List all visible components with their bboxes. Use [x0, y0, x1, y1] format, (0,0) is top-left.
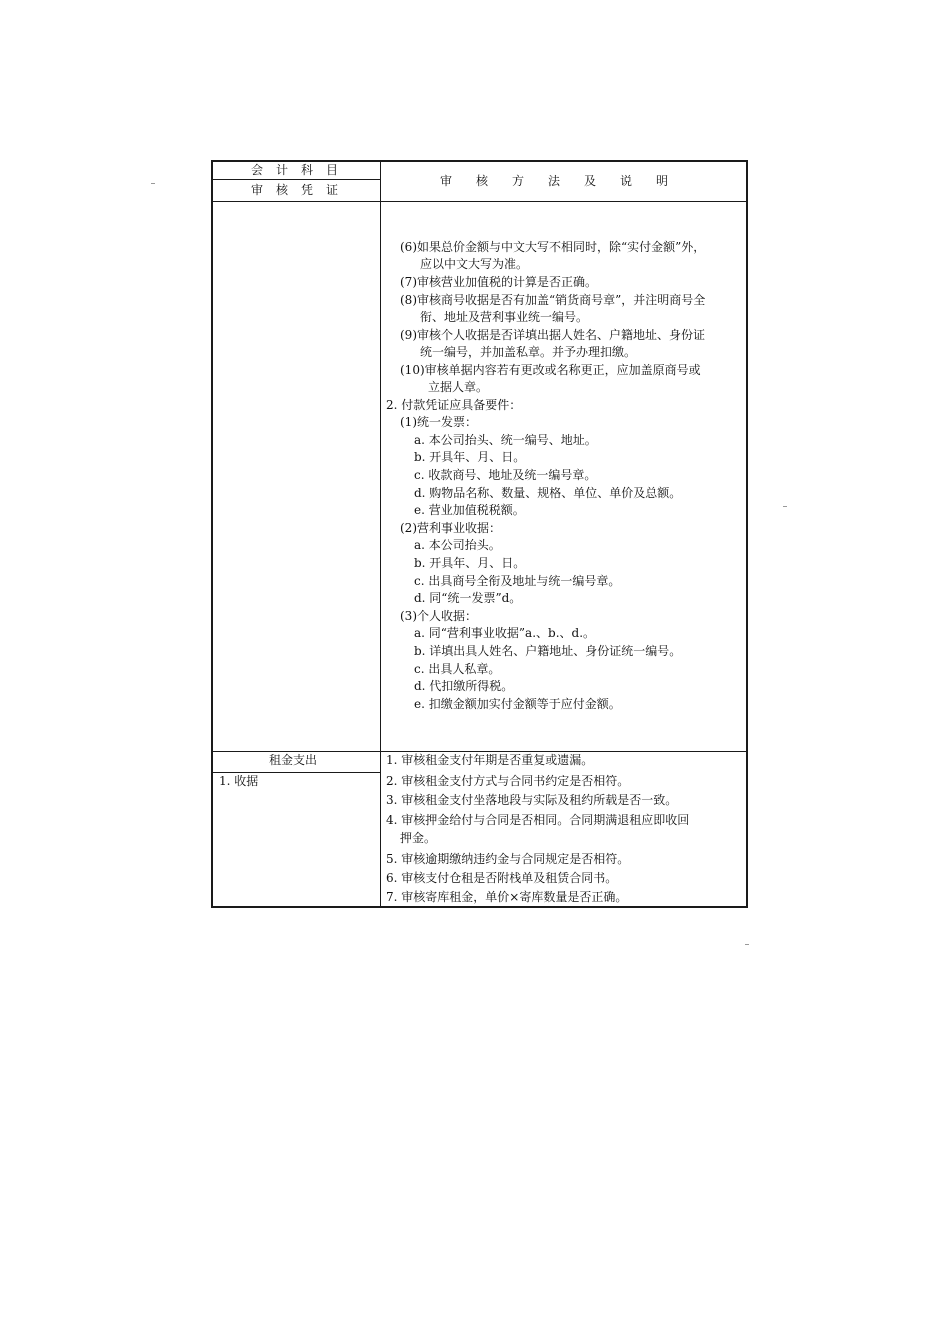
rent-method-line: 4. 审核押金给付与合同是否相同。合同期满退租应即收回	[386, 813, 690, 827]
voucher-header: 审核凭证	[251, 183, 352, 197]
subject-header: 会计科目	[251, 163, 352, 177]
method-line: (8)审核商号收据是否有加盖“销货商号章”，并注明商号全	[400, 293, 706, 307]
method-line: d. 代扣缴所得税。	[414, 679, 514, 693]
subject-rent: 租金支出	[269, 753, 318, 767]
method-line: d. 购物品名称、数量、规格、单位、单价及总额。	[414, 486, 682, 500]
method-line: d. 同“统一发票”d。	[414, 591, 522, 605]
method-line: (3)个人收据：	[400, 609, 477, 623]
method-line: 应以中文大写为准。	[420, 257, 529, 271]
method-line: 衔、地址及营利事业统一编号。	[420, 310, 589, 324]
method-line: 统一编号，并加盖私章。并予办理扣缴。	[420, 345, 637, 359]
column-divider	[380, 162, 381, 906]
rent-method-line: 1. 审核租金支付年期是否重复或遗漏。	[386, 753, 594, 767]
method-line: b. 开具年、月、日。	[414, 450, 526, 464]
rent-method-line: 6. 审核支付仓租是否附栈单及租赁合同书。	[386, 871, 618, 885]
header-subdivider	[213, 179, 380, 180]
method-line: c. 出具人私章。	[414, 662, 501, 676]
method-line: (10)审核单据内容若有更改或名称更正，应加盖原商号或	[400, 363, 701, 377]
rent-method-line: 2. 审核租金支付方式与合同书约定是否相符。	[386, 774, 630, 788]
method-line: e. 营业加值税税额。	[414, 503, 525, 517]
method-line: a. 本公司抬头、统一编号、地址。	[414, 433, 597, 447]
method-line: (6)如果总价金额与中文大写不相同时，除“实付金额”外，	[400, 240, 706, 254]
rent-method-line: 7. 审核寄库租金，单价×寄库数量是否正确。	[386, 890, 628, 904]
header-divider	[213, 201, 746, 202]
method-line: a. 同“营利事业收据”a.、b.、d.。	[414, 626, 596, 640]
method-line: (7)审核营业加值税的计算是否正确。	[400, 275, 597, 289]
audit-table	[211, 160, 748, 908]
method-line: (2)营利事业收据：	[400, 521, 501, 535]
method-line: c. 收款商号、地址及统一编号章。	[414, 468, 597, 482]
method-line: b. 详填出具人姓名、户籍地址、身份证统一编号。	[414, 644, 682, 658]
rent-method-line: 5. 审核逾期缴纳违约金与合同规定是否相符。	[386, 852, 630, 866]
scan-speck	[745, 944, 749, 945]
rent-method-line: 押金。	[400, 831, 437, 845]
rent-method-line: 3. 审核租金支付坐落地段与实际及租约所载是否一致。	[386, 793, 678, 807]
method-header: 审核方法及说明	[440, 174, 693, 188]
method-line: 立据人章。	[428, 380, 489, 394]
method-line: c. 出具商号全衔及地址与统一编号章。	[414, 574, 621, 588]
method-line: 2. 付款凭证应具备要件：	[386, 398, 522, 412]
method-line: e. 扣缴金额加实付金额等于应付金额。	[414, 697, 621, 711]
method-line: b. 开具年、月、日。	[414, 556, 526, 570]
scan-speck	[151, 183, 155, 184]
method-line: a. 本公司抬头。	[414, 538, 501, 552]
method-line: (9)审核个人收据是否详填出据人姓名、户籍地址、身份证	[400, 328, 706, 342]
scan-speck	[783, 506, 787, 507]
method-line: (1)统一发票：	[400, 415, 477, 429]
voucher-receipt: 1. 收据	[219, 774, 259, 788]
